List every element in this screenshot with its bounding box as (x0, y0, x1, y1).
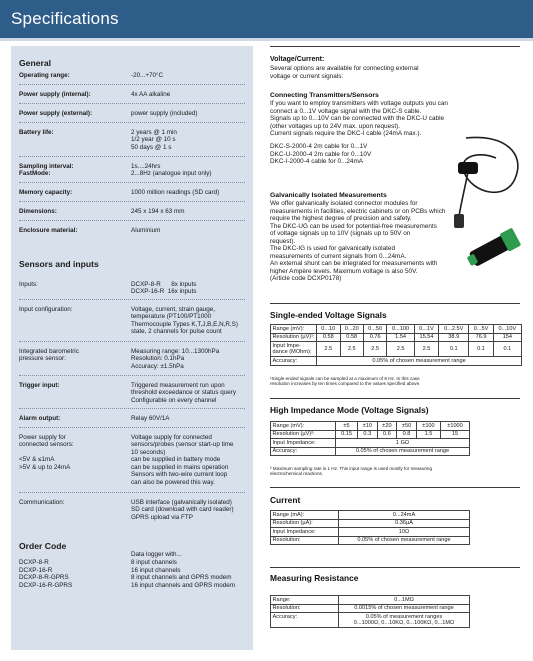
table-cell: 0.05% of chosen measurement range (317, 357, 522, 366)
section-rule (270, 487, 520, 488)
table-cell: 0.05% of measurement ranges 0...1000Ω, 0...10KΩ, 0...100KΩ, 0...1MΩ (339, 613, 470, 628)
spec-value: USB interface (galvanically isolated) SD card (download with card reader) GPRS upload via FTP (131, 499, 234, 521)
table-cell: 38.9 (439, 333, 469, 342)
table-cell: 0.36µA (339, 519, 470, 528)
order-header-text: Data logger with... (131, 551, 182, 558)
spec-label: Dimensions: (19, 208, 57, 215)
spec-label: Trigger input: (19, 382, 60, 389)
divider (19, 220, 245, 221)
order-code: DCXP-8-R (19, 559, 49, 566)
table-cell: 15.54 (414, 333, 438, 342)
connector-module-image (466, 226, 524, 272)
table-cell: Range (mA): (271, 511, 339, 520)
table-cell: 0.1 (493, 342, 521, 357)
table-cell: 0...24mA (339, 511, 470, 520)
table-cell: ±5 (336, 422, 358, 431)
spec-value: 1s....24hrs 2...8Hz (analogue input only) (131, 163, 212, 178)
table-cell: Range (mV): (271, 422, 336, 431)
table-cell: ±100 (416, 422, 440, 431)
divider (19, 201, 245, 202)
measuring-resistance-heading: Measuring Resistance (270, 573, 359, 583)
table-cell: Accuracy: (271, 357, 317, 366)
order-code: DCXP-16-R (19, 566, 53, 574)
divider (19, 492, 245, 493)
spec-value: 4x AA alkaline (131, 91, 171, 98)
table-row (271, 357, 522, 366)
table-cell: 0.8 (397, 430, 417, 439)
table-cell: 154 (493, 333, 521, 342)
section-rule (270, 398, 520, 399)
spec-label: Inputs: (19, 281, 38, 288)
spec-value: 2 years @ 1 min 1/2 year @ 10 s 50 days @ 1 s (131, 129, 177, 151)
table-row (271, 342, 522, 357)
divider (19, 341, 245, 342)
spec-label: Power supply (internal): (19, 91, 91, 98)
table-row (271, 333, 522, 342)
spec-value: Voltage supply for connected sensors/probes (sensor start-up time 10 seconds) can be supplied in battery mode can be supplied in mains operation Sensors with two-wire current loop can also be powered this way. (131, 434, 234, 486)
divider (19, 84, 245, 85)
high-impedance-footnote: ² Maximum sampling rate is 1 Hz. This input range is used mostly for measuring electrochemical reactions. (270, 466, 433, 477)
table-cell: Input Impedance: (271, 439, 336, 448)
cable-list: DKC-S-2000-4 2m cable for 0...1V DKC-U-2000-4 2m cable for 0...10V DKC-I-2000-4 cable for 0...24mA (270, 143, 372, 166)
table-cell: Resolution: (271, 536, 339, 545)
table-cell: 0.15 (336, 430, 358, 439)
order-description: 16 input channels and GPRS modem (131, 581, 235, 589)
table-row (271, 422, 470, 431)
table-cell: 0.1 (439, 342, 469, 357)
order-code-heading: Order Code (19, 541, 67, 551)
table-cell: Resolution (µV)²: (271, 430, 336, 439)
table-cell: 10Ω (339, 528, 470, 537)
spec-label: Power supply (external): (19, 110, 93, 117)
table-row (271, 430, 470, 439)
table-row (271, 511, 470, 520)
table-cell: Range (mV): (271, 325, 317, 334)
table-cell: 0.05% of chosen measurement range (336, 447, 470, 456)
spec-label: Sampling interval: FastMode: (19, 163, 74, 178)
table-row (271, 596, 470, 605)
table-row (271, 325, 522, 334)
table-cell: 0...10V (493, 325, 521, 334)
table-cell: 0...5V (469, 325, 493, 334)
spec-label: Memory capacity: (19, 189, 73, 196)
table-cell: 0...20 (340, 325, 363, 334)
transmitters-heading: Connecting Transmitters/Sensors (270, 92, 379, 99)
table-cell: ±1000 (441, 422, 470, 431)
table-cell: Accuracy: (271, 447, 336, 456)
spec-label: Integrated barometric pressure sensor: (19, 348, 79, 363)
table-cell: 0.3 (358, 430, 378, 439)
details-column (268, 46, 524, 650)
table-cell: 76.9 (469, 333, 493, 342)
current-heading: Current (270, 495, 301, 505)
divider (19, 182, 245, 183)
voltage-current-text: Several options are available for connecting external voltage or current signals: (270, 65, 419, 80)
table-row (271, 447, 470, 456)
divider (19, 299, 245, 300)
table-cell: 0.58 (317, 333, 340, 342)
table-cell: 0...2.5V (439, 325, 469, 334)
page-title: Specifications (11, 9, 119, 28)
table-cell: Input Impe-dance (MOhm): (271, 342, 317, 357)
high-impedance-heading: High Impedance Mode (Voltage Signals) (270, 405, 429, 415)
resistance-table (270, 595, 470, 628)
galvanic-text: We offer galvanically isolated connector modules for measurements in facilities, electric cabinets or on PCBs which require the highest degree of precision and safety. The DKC-UG can be used for potential-free measurements of voltage signals up to 10V (signals up to 50V on request). The DKC-IG is used for galvanically isolated measurements of current signals from 0...24mA. An external shunt can be integrated for measurements with higher Ampère levels. Maximum voltage is also 50V. (Article code DCXP0178) (270, 200, 446, 283)
table-cell: ±10 (358, 422, 378, 431)
table-cell: 2.5 (363, 342, 386, 357)
spec-label: Input configuration: (19, 306, 73, 313)
table-cell: Range: (271, 596, 339, 605)
table-cell: 2.5 (317, 342, 340, 357)
table-cell: 15 (441, 430, 470, 439)
divider (19, 375, 245, 376)
table-cell: Resolution: (271, 604, 339, 613)
divider (19, 427, 245, 428)
spec-value: Aluminium (131, 227, 161, 234)
table-cell: 1 GΩ (336, 439, 470, 448)
spec-value: 245 x 194 x 63 mm (131, 208, 185, 215)
table-cell: 0...10 (317, 325, 340, 334)
table-cell: 1.5 (416, 430, 440, 439)
table-cell: Accuracy: (271, 613, 339, 628)
table-row (271, 439, 470, 448)
spec-value: Triggered measurement run upon threshold exceedance or status query Configurable on every channel (131, 382, 237, 404)
divider (19, 122, 245, 123)
spec-label: Alarm output: (19, 415, 61, 422)
order-code: DCXP-8-R-GPRS (19, 574, 69, 581)
table-cell: Resolution (µV)¹: (272, 334, 315, 341)
spec-value: 1000 million readings (SD card) (131, 189, 220, 196)
divider (19, 156, 245, 157)
table-cell: 2.5 (340, 342, 363, 357)
spec-value: -20...+70°C (131, 72, 164, 79)
table-cell: 0.0015% of chosen measurement range (339, 604, 470, 613)
section-rule (270, 567, 520, 568)
spec-label: Enclosure material: (19, 227, 78, 234)
spec-label: Communication: (19, 499, 65, 506)
current-table (270, 510, 470, 545)
order-description: 8 input channels and GPRS modem (131, 574, 232, 581)
spec-value: Voltage, current, strain gauge, temperature (PT100/PT1000 Thermocouple Types K,T,J,B,E,N,R,S) state, 2 channels for pulse count (131, 306, 238, 336)
table-cell: ±50 (397, 422, 417, 431)
voltage-current-heading: Voltage/Current: (270, 56, 325, 63)
table-cell: 0.1 (469, 342, 493, 357)
spec-label: Operating range: (19, 72, 70, 79)
sensors-heading: Sensors and inputs (19, 259, 99, 269)
table-row (271, 519, 470, 528)
table-cell: Resolution (µA): (271, 519, 339, 528)
table-row (271, 613, 470, 628)
spec-value: power supply (included) (131, 110, 198, 117)
table-cell: 2.5 (414, 342, 438, 357)
spec-label: Power supply for connected sensors: <5V & ≤1mA >5V & up to 24mA (19, 434, 74, 471)
table-row (271, 536, 470, 545)
divider (19, 103, 245, 104)
page-header (0, 0, 533, 41)
section-rule (270, 46, 520, 47)
table-cell: ±20 (377, 422, 397, 431)
order-description: 8 input channels (131, 559, 177, 566)
general-heading: General (19, 58, 52, 68)
table-cell: 0.58 (340, 333, 363, 342)
high-impedance-table (270, 421, 470, 456)
table-cell: 1.54 (387, 333, 414, 342)
table-cell: 0...1V (414, 325, 438, 334)
table-cell: Input Impedance: (271, 528, 339, 537)
table-row (271, 604, 470, 613)
spec-value: DCXP-8-R 8x inputs DCXP-16-R 16x inputs (131, 281, 197, 296)
table-cell: 0...50 (363, 325, 386, 334)
table-cell: 0.6 (377, 430, 397, 439)
divider (19, 408, 245, 409)
single-ended-table (270, 324, 522, 366)
table-cell: 0...100 (387, 325, 414, 334)
table-cell: 0.76 (363, 333, 386, 342)
specifications-panel (11, 46, 253, 650)
order-code: DCXP-16-R-GPRS (19, 581, 73, 589)
cable-image (446, 132, 524, 230)
table-cell: 0.05% of chosen measurement range (339, 536, 470, 545)
transmitters-text: If you want to employ transmitters with voltage outputs you can connect a 0...1V voltage signal with the DKC-S cable. Signals up to 0...10V can be connected with the DKC-U cable (other voltages up to 24V max. upon request). Current signals require the DKC-I cable (24mA max.). (270, 100, 448, 138)
single-ended-heading: Single-ended Voltage Signals (270, 310, 387, 320)
table-cell: 2.5 (387, 342, 414, 357)
galvanic-heading: Galvanically Isolated Measurements (270, 192, 387, 199)
table-cell: 0...1MΩ (339, 596, 470, 605)
section-rule (270, 303, 520, 304)
spec-label: Battery life: (19, 129, 54, 136)
spec-value: Measuring range: 10...1300hPa Resolution: 0.1hPa Accuracy: ±1.5hPa (131, 348, 220, 370)
spec-value: Relay 60V/1A (131, 415, 170, 422)
order-description: 16 input channels (131, 566, 181, 574)
single-ended-footnote: ¹Single-ended signals can be sampled at a maximum of 8 Hz. In this case resolution increases by ten times compared to the values specified above. (270, 376, 421, 387)
table-row (271, 528, 470, 537)
